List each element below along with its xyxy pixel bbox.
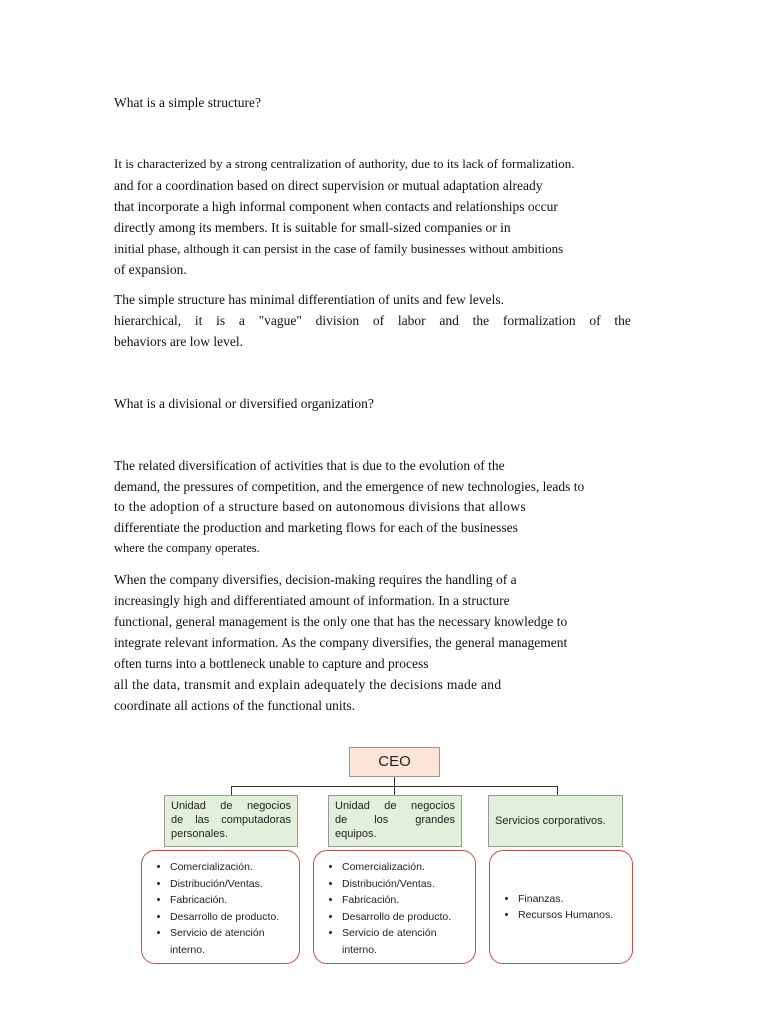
word: the [472,313,490,328]
word: hierarchical, [114,313,182,328]
text-line: It is characterized by a strong centralization of authority, due to its lack of formalization. [114,156,575,171]
word: is [216,313,226,328]
list-item: • Finanzas. [518,891,613,908]
detail-box-computers [141,850,300,964]
word: formalization [502,313,576,328]
connector-line [231,786,232,795]
list-item: • Recursos Humanos. [518,907,613,924]
text-line: demand, the pressures of competition, and the emergence of new technologies, leads to [114,479,585,494]
connector-line [557,786,558,795]
list-item: • Fabricación. [170,892,291,909]
unit-title-line: equipos. [335,828,377,840]
word: and [439,313,459,328]
heading-simple-structure: What is a simple structure? [114,95,261,110]
text-line: integrate relevant information. As the company diversifies, the general management [114,635,568,650]
text-line: coordinate all actions of the functional units. [114,698,356,713]
ceo-box: CEO [349,747,440,777]
list-item-continuation: interno. [170,943,206,956]
text-line: often turns into a bottleneck unable to capture and process [114,656,429,671]
text-line-justified [114,313,631,329]
word: of [372,313,385,328]
word: grandes [415,814,455,826]
list-item: • Comercialización. [342,859,467,876]
text-line: increasingly high and differentiated amount of information. In a structure [114,593,510,608]
word: de [384,800,397,812]
text-line: behaviors are low level. [114,334,243,349]
list-item: • Desarrollo de producto. [170,909,291,926]
unit-title-line [171,799,291,813]
text-line: of expansion. [114,262,187,277]
unit-title: Servicios corporativos. [495,815,606,827]
word: it [194,313,203,328]
list-item: • Servicio de atención [170,925,291,942]
text-line: that incorporate a high informal component when contacts and relationships occur [114,199,558,214]
list-item: • Servicio de atención [342,925,467,942]
word: of [589,313,601,328]
word: de [171,814,184,826]
text-line: The simple structure has minimal differentiation of units and few levels. [114,292,505,307]
text-line: differentiate the production and marketing flows for each of the businesses [114,520,518,535]
list-item-continuation: interno. [342,943,378,956]
heading-divisional-organization: What is a divisional or diversified organization? [114,396,374,411]
list-item: • Fabricación. [342,892,467,909]
word: de [335,814,348,826]
text-line: and for a coordination based on direct supervision or mutual adaptation already [114,178,543,193]
detail-box-corporate-services [489,850,633,964]
list-item: • Distribución/Ventas. [342,876,467,893]
unit-title-line [335,813,455,827]
text-line: all the data, transmit and explain adequately the decisions made and [114,677,502,692]
list-item: • Distribución/Ventas. [170,876,291,893]
word: negocios [410,800,455,812]
word: the [614,313,631,328]
unit-title-line [171,813,291,827]
unit-box-corporate-services [488,795,623,847]
word: computadoras [221,814,291,826]
word: las [195,814,210,826]
word: labor [397,313,426,328]
word: negocios [246,800,291,812]
connector-line [394,786,395,795]
word: los [374,814,389,826]
text-line: where the company operates. [114,541,260,555]
word: "vague" [258,313,302,328]
unit-title-line: personales. [171,828,228,840]
text-line: to the adoption of a structure based on autonomous divisions that allows [114,499,526,514]
unit-box-computers [164,795,298,847]
list-item: • Desarrollo de producto. [342,909,467,926]
text-line: The related diversification of activities that is due to the evolution of the [114,458,505,473]
text-line: initial phase, although it can persist in the case of family businesses without ambitions [114,241,564,256]
unit-box-large-equipment [328,795,462,847]
text-line: directly among its members. It is suitable for small-sized companies or in [114,220,511,235]
word: Unidad [335,800,370,812]
word: de [220,800,233,812]
word: Unidad [171,800,206,812]
text-line: When the company diversifies, decision-making requires the handling of a [114,572,517,587]
word: a [238,313,245,328]
unit-title-line [335,799,455,813]
detail-box-large-equipment [313,850,476,964]
list-item: • Comercialización. [170,859,291,876]
word: division [315,313,360,328]
text-line: functional, general management is the only one that has the necessary knowledge to [114,614,568,629]
